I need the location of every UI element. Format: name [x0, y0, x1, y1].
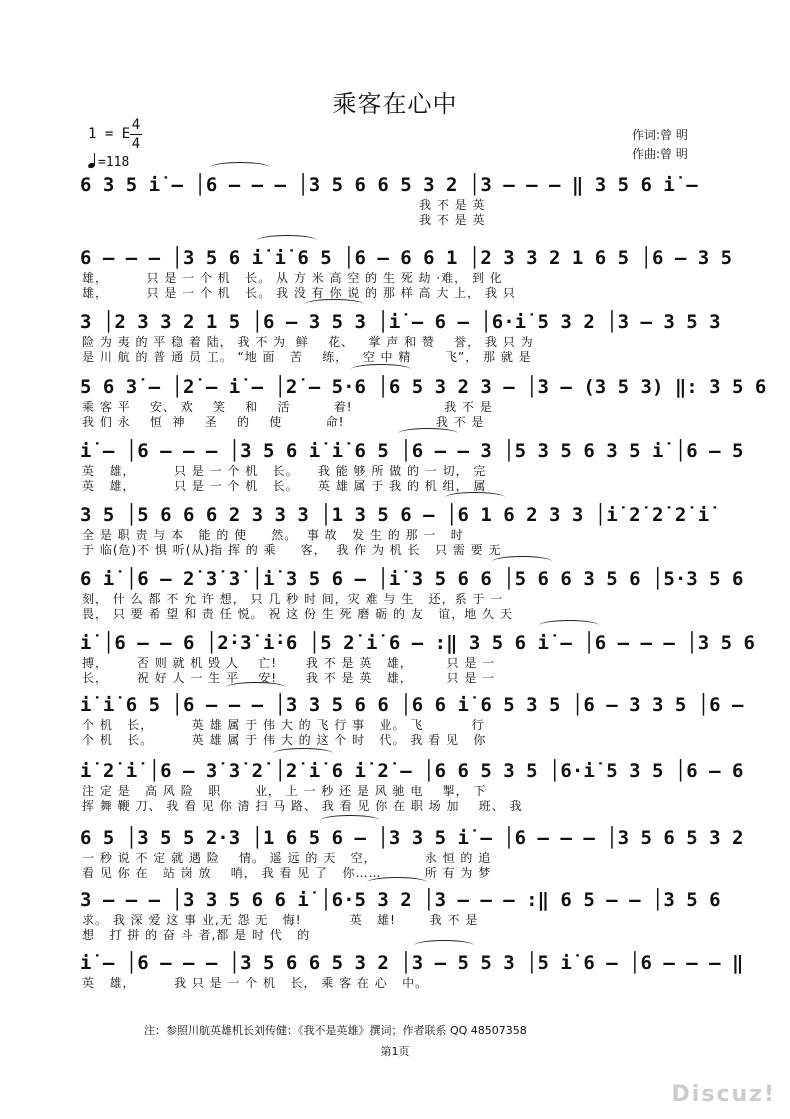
slur-arc [257, 235, 317, 246]
score-row [80, 309, 725, 365]
lyric-line-1: 一 秒 说 不 定 就 遇 险 情。 遥 远 的 天 空， 永 恒 的 追 [82, 851, 492, 865]
score-row [80, 438, 744, 494]
slur-arc [492, 556, 552, 567]
lyric-line-2: 我 们 永 恒 神 圣 的 使 命! 我 不 是 [82, 415, 485, 429]
slur-arc [210, 162, 270, 173]
time-bottom: 4 [131, 136, 141, 152]
lyric-line-1: 我 不 是 英 [82, 198, 486, 212]
lyric-line-2: 英 雄， 只 是 一 个 机 长。 英 雄 属 于 我 的 机 组， 属 [82, 479, 487, 493]
lyric-line-2: 看 见 你 在 站 岗 放 哨， 我 看 见 了 你…… 所 有 为 梦 [82, 866, 492, 880]
notation-line: i̇ – │6 – – – │3 5 6 6 5 3 2 │3 – 5 5 3 │5 i̇ 6 – │6 – – – ‖ [80, 952, 744, 974]
slur-arc [304, 299, 364, 310]
lyric-line-2: 于 临(危)不 惧 听(从)指 挥 的 乘 客， 我 作 为 机 长 只 需 要 无 [82, 543, 502, 557]
score-row [80, 887, 725, 943]
lyric-line-1: 个 机 长， 英 雄 属 于 伟 大 的 飞 行 事 业。 飞 行 [82, 718, 485, 732]
lyric-line-2: 我 不 是 英 [82, 213, 486, 227]
score-row [80, 692, 744, 748]
notation-line: 5 6 3̇ – │2̇ – i̇ – │2̇ – 5·6 │6 5 3 2 3 – │3 – (3 5 3) ‖: 3 5 6 [80, 376, 767, 398]
lyric-line-1: 全 是 职 责 与 本 能 的 使 然。 事 故 发 生 的 那 一 时 [82, 528, 464, 542]
composer-credit: 作曲:曾 明 [632, 147, 688, 161]
notation-line: i̇ – │6 – – – │3 5 6 i̇ i̇ 6 5 │6 – – 3 │5 3 5 6 3 5 i̇ │6 – 5 [80, 440, 744, 462]
fraction-bar [130, 134, 142, 135]
slur-arc [539, 620, 599, 631]
lyric-line-1: 英 雄， 我 只 是 一 个 机 长， 乘 客 在 心 中。 [82, 976, 429, 990]
lyric-line-2: 畏， 只 要 希 望 和 责 任 悦。 祝 这 份 生 死 磨 砺 的 友 谊，地 久 天 [82, 607, 513, 621]
discuz-watermark: Discuz! [671, 1082, 776, 1107]
lyric-line-1: 搏， 否 则 就 机 毁 人 亡! 我 不 是 英 雄， 只 是 一 [82, 656, 496, 670]
page-number: 第1页 [380, 1045, 410, 1058]
lyric-line-2: 长， 祝 好 人 一 生 平 安! 我 不 是 英 雄， 只 是 一 [82, 671, 496, 685]
lyric-line-1: 注 定 是 高 风 险 职 业， 上 一 秒 还 是 风 驰 电 掣， 下 [82, 784, 487, 798]
lyric-line-2: 个 机 长。 英 雄 属 于 伟 大 的 这 个 时 代。 我 看 见 你 [82, 733, 487, 747]
slur-arc [398, 428, 458, 439]
lyric-line-1: 求。 我 深 爱 这 事 业,无 怨 无 悔! 英 雄! 我 不 是 [82, 913, 479, 927]
song-title: 乘客在心中 [332, 90, 458, 118]
score-row [80, 825, 744, 881]
slur-arc [445, 492, 505, 503]
score-row [80, 502, 725, 558]
notation-line: 6 i̇ │6 – 2̇ 3̇ 3̇ │i̇ 3 5 6 – │i̇ 3 5 6 6 │5 6 6 3 5 6 │5·3 5 6 [80, 568, 744, 590]
slur-arc [226, 682, 286, 693]
notation-line: 6 3 5 i̇ – │6 – – – │3 5 6 6 5 3 2 │3 – – – ‖ 3 5 6 i̇ – [80, 174, 698, 196]
time-signature [130, 118, 142, 151]
time-top: 4 [131, 117, 141, 133]
slur-arc [367, 877, 427, 888]
score-row [80, 172, 725, 228]
key-signature: 1 = E [88, 126, 131, 142]
lyric-line-2: 雄， 只 是 一 个 机 长。 我 没 有 你 说 的 那 样 高 大 上， 我 只 [82, 286, 516, 300]
lyric-line-1: 雄， 只 是 一 个 机 长。 从 方 米 高 空 的 生 死 劫 ·难， 到 化 [82, 271, 503, 285]
credits [632, 126, 688, 164]
slur-arc [273, 748, 333, 759]
notation-line: 3 5 │5 6 6 6 2 3 3 3 │1 3 5 6 – │6 1 6 2 3 3 │i̇ 2̇ 2̇ 2̇ i̇ [80, 504, 710, 526]
lyric-line-2: 想 打 拼 的 奋 斗 者,都 是 时 代 的 [82, 928, 311, 942]
lyricist-credit: 作词:曾 明 [632, 128, 688, 142]
notation-line: 3 │2 3 3 2 1 5 │6 – 3 5 3 │i̇ – 6 – │6·i̇ 5 3 2 │3 – 3 5 3 [80, 311, 721, 333]
notation-line: i̇ i̇ 6 5 │6 – – – │3 3 5 6 6 │6 6 i̇ 6 5 3 5 │6 – 3 3 5 │6 – [80, 694, 744, 716]
notation-line: 3 – – – │3 3 5 6 6 i̇ │6·5 3 2 │3 – – – :‖ 6 5 – – │3 5 6 [80, 889, 721, 911]
notation-line: 6 – – – │3 5 6 i̇ i̇ 6 5 │6 – 6 6 1 │2 3 3 2 1 6 5 │6 – 3 5 [80, 247, 733, 269]
lyric-line-2: 挥 舞 鞭 刀、 我 看 见 你 清 扫 马 路、 我 看 见 你 在 职 场 加 班、 我 [82, 799, 523, 813]
score-row [80, 758, 744, 814]
lyric-line-1: 刻， 什 么 都 不 允 许 想， 只 几 秒 时 间，灾 难 与 生 还，系 于 一 [82, 592, 504, 606]
slur-arc [414, 940, 474, 951]
score-row [80, 374, 767, 430]
tempo-value: =118 [98, 155, 130, 170]
score-row [80, 566, 744, 622]
quarter-note-icon [88, 154, 96, 168]
slur-arc [351, 364, 411, 375]
notation-line: i̇ 2̇ i̇ │6 – 3̇ 3̇ 2̇ │2̇ i̇ 6 i̇ 2̇ – │6 6 5 3 5 │6·i̇ 5 3 5 │6 – 6 [80, 760, 744, 782]
tempo-marking [88, 154, 129, 170]
slur-arc [320, 815, 380, 826]
lyric-line-1: 乘 客 平 安、 欢 笑 和 活 着! 我 不 是 [82, 400, 493, 414]
lyric-line-1: 险 为 夷 的 平 稳 着 陆， 我 不 为 鲜 花、 掌 声 和 赞 誉， 我 只 为 [82, 335, 534, 349]
lyric-line-2: 是 川 航 的 普 通 员 工。 “地 面 苦 练， 空 中 精 飞”， 那 就 是 [82, 350, 532, 364]
footer-note: 注：参照川航英雄机长刘传健：《我不是英雄》撰词；作者联系 QQ 48507358 [144, 1024, 527, 1037]
notation-line: i̇ │6 – – 6 │2̇·3̇ i̇·6 │5 2̇ i̇ 6 – :‖ 3 5 6 i̇ – │6 – – – │3 5 6 [80, 632, 755, 654]
score-row [80, 950, 744, 991]
notation-line: 6 5 │3 5 5 2·3 │1 6 5 6 – │3 3 5 i̇ – │6 – – – │3 5 6 5 3 2 [80, 827, 744, 849]
score-row [80, 630, 755, 686]
lyric-line-1: 英 雄， 只 是 一 个 机 长。 我 能 够 所 做 的 一 切， 完 [82, 464, 487, 478]
score-row [80, 245, 733, 301]
